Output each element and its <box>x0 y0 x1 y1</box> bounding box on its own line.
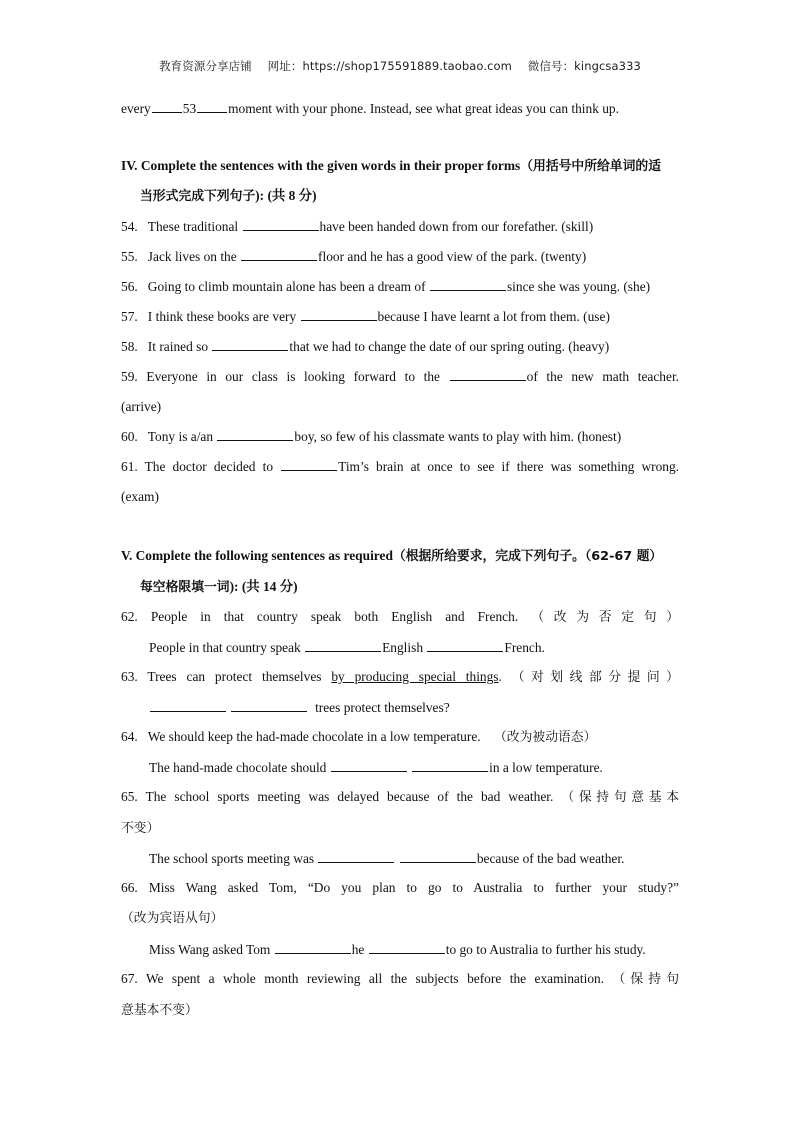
section-v-title-cont: 每空格限填一词): (共 14 分) <box>140 579 298 595</box>
question-60: 60. Tony is a/an boy, so few of his classmate wants to play with him. (honest) <box>121 429 622 444</box>
answer-blank[interactable] <box>430 277 506 291</box>
answer-blank[interactable] <box>305 638 381 652</box>
answer-blank[interactable] <box>369 940 445 954</box>
question-64-answer: The hand-made chocolate should in a low temperature. <box>149 760 603 775</box>
question-54: 54. These traditional have been handed down from our forefather. (skill) <box>121 219 594 234</box>
question-56: 56. Going to climb mountain alone has been a dream of since she was young. (she) <box>121 279 651 294</box>
answer-blank[interactable] <box>231 698 307 712</box>
answer-blank[interactable] <box>217 427 293 441</box>
question-59-hint: (arrive) <box>121 399 162 414</box>
question-65: 65. The school sports meeting was delayed because of the bad weather. （保持句意基本 <box>121 789 679 805</box>
question-58: 58. It rained so that we had to change the date of our spring outing. (heavy) <box>121 339 610 354</box>
answer-blank[interactable] <box>331 758 407 772</box>
question-62-answer: People in that country speak English French. <box>149 640 545 655</box>
blank-number: 53 <box>182 101 197 116</box>
page-header <box>0 58 800 74</box>
continuation-line: every 53 moment with your phone. Instead, see what great ideas you can think up. <box>121 101 619 116</box>
answer-blank[interactable] <box>281 457 337 471</box>
answer-blank[interactable] <box>212 337 288 351</box>
question-64: 64. We should keep the had-made chocolate in a low temperature. （改为被动语态） <box>121 729 597 745</box>
header-url: 网址：https://shop175591889.taobao.com <box>267 59 512 73</box>
question-59: 59. Everyone in our class is looking forward to the of the new math teacher. <box>121 369 680 384</box>
answer-blank[interactable] <box>275 940 351 954</box>
answer-blank[interactable] <box>150 698 226 712</box>
question-66-req: （改为宾语从句） <box>121 911 224 926</box>
header-wechat: 微信号：kingcsa333 <box>527 59 641 73</box>
section-iv-title: IV. Complete the sentences with the given words in their proper forms（用括号中所给单词的适 <box>121 158 661 174</box>
question-67: 67. We spent a whole month reviewing all the subjects before the examination. （保持句 <box>121 971 679 987</box>
header-shop: 教育资源分享店铺 <box>159 59 252 73</box>
question-65-answer: The school sports meeting was because of the bad weather. <box>149 851 625 866</box>
question-66: 66. Miss Wang asked Tom, “Do you plan to go to Australia to further your study?” <box>121 880 679 895</box>
question-65-req-cont: 不变） <box>121 821 160 836</box>
question-62: 62. People in that country speak both English and French. （改为否定句） <box>121 609 679 625</box>
answer-blank[interactable] <box>412 758 488 772</box>
question-61: 61. The doctor decided to Tim’s brain at once to see if there was something wrong. <box>121 459 680 474</box>
section-v-title: V. Complete the following sentences as required（根据所给要求，完成下列句子。（62-67 题） <box>121 548 663 564</box>
question-55: 55. Jack lives on the floor and he has a good view of the park. (twenty) <box>121 249 587 264</box>
question-67-req-cont: 意基本不变） <box>121 1003 198 1018</box>
section-iv-title-cont: 当形式完成下列句子): (共 8 分) <box>140 188 317 204</box>
answer-blank[interactable] <box>318 849 394 863</box>
answer-blank[interactable] <box>241 247 317 261</box>
question-63-answer: trees protect themselves? <box>149 698 679 717</box>
answer-blank[interactable] <box>301 307 377 321</box>
question-63: 63. Trees can protect themselves by producing special things. （对划线部分提问） <box>121 669 679 685</box>
answer-blank[interactable] <box>400 849 476 863</box>
answer-blank[interactable] <box>243 217 319 231</box>
question-66-answer: Miss Wang asked Tom he to go to Australia to further his study. <box>149 942 646 957</box>
question-57: 57. I think these books are very because I have learnt a lot from them. (use) <box>121 309 610 324</box>
question-61-hint: (exam) <box>121 489 159 504</box>
underlined-phrase: by producing special things <box>331 669 499 684</box>
answer-blank[interactable] <box>450 367 526 381</box>
answer-blank[interactable] <box>427 638 503 652</box>
